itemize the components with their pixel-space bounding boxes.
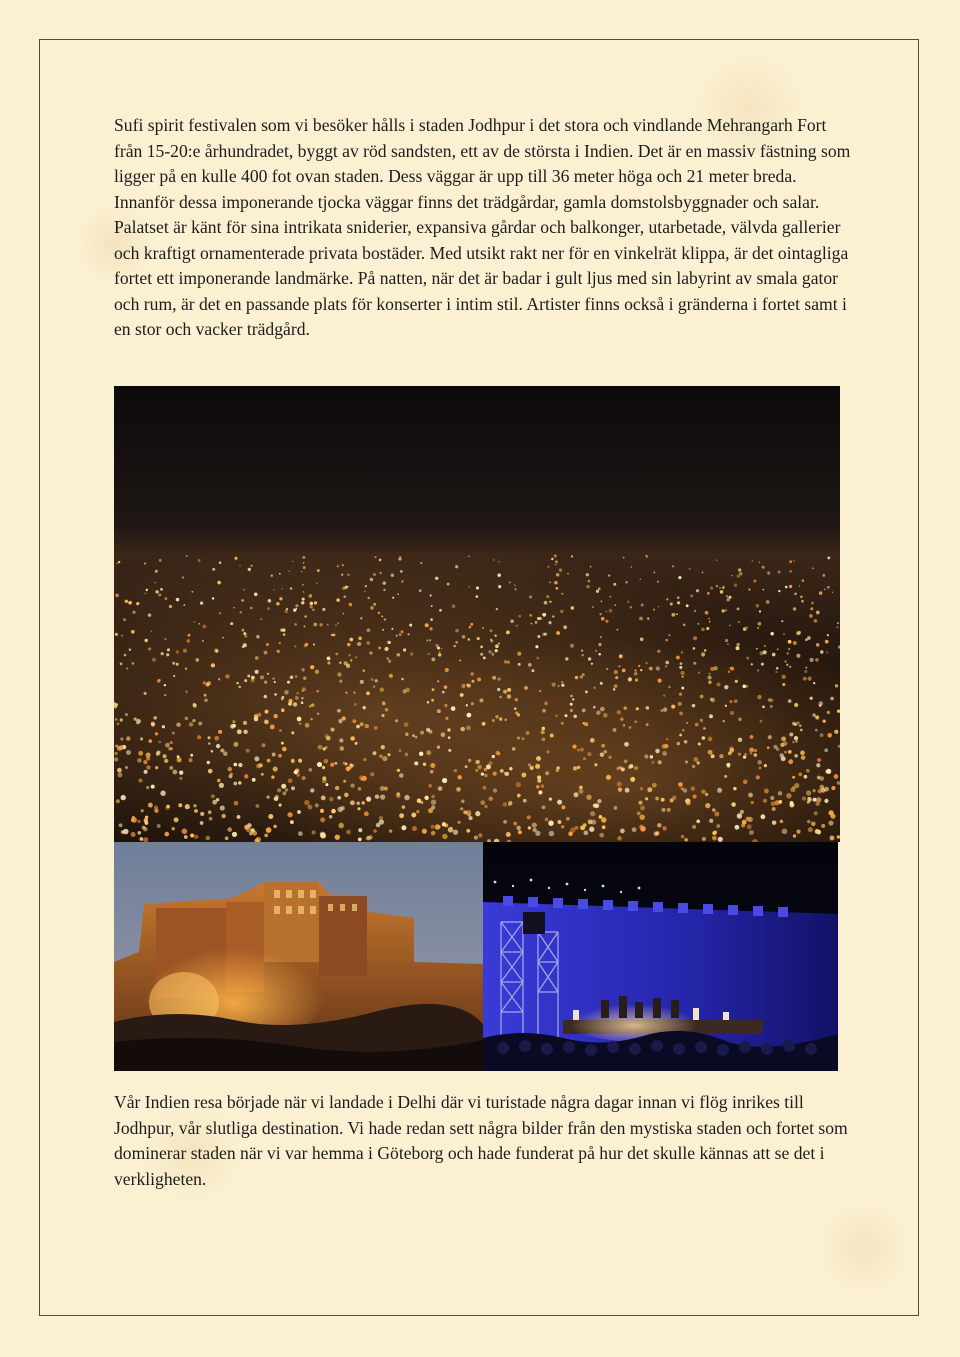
fort-dusk-photo <box>114 842 483 1071</box>
closing-paragraph: Vår Indien resa började när vi landade i Delhi där vi turistade några dagar innan vi flög inrikes till Jodhpur, vår slutliga destination. Vi hade redan sett några bilder från den mystiska staden och fortet som dominerar staden när vi var hemma i Göteborg och hade funderat på hur det skulle kännas att se det i verkligheten. <box>114 1092 848 1189</box>
intro-paragraph: Sufi spirit festivalen som vi besöker hålls i staden Jodhpur i det stora och vindlande Mehrangarh Fort från 15-20:e århundradet, byggt av röd sandsten, ett av de största i Indien. Det är en massiv fästning som ligger på en kulle 400 fot ovan staden. Dess väggar är upp till 36 meter höga och 21 meter breda. Innanför dessa imponerande tjocka väggar finns det trädgårdar, gamla domstolsbyggnader och salar. Palatset är känt för sina intrikata sniderier, expansiva gårdar och balkonger, utarbetade, välvda gallerier och kraftigt ornamenterade privata bostäder. Med utsikt rakt ner för en vinkelrät klippa, är det ointagliga fortet ett imponerande landmärke. På natten, när det är badar i gult ljus med sin labyrint av smala gator och rum, är det en passande plats för konserter i intim stil. Artister finns också i gränderna i fortet samt i en stor och vacker trädgård. <box>114 115 851 339</box>
city-night-photo <box>114 386 840 842</box>
concert-stage-photo <box>483 842 838 1071</box>
